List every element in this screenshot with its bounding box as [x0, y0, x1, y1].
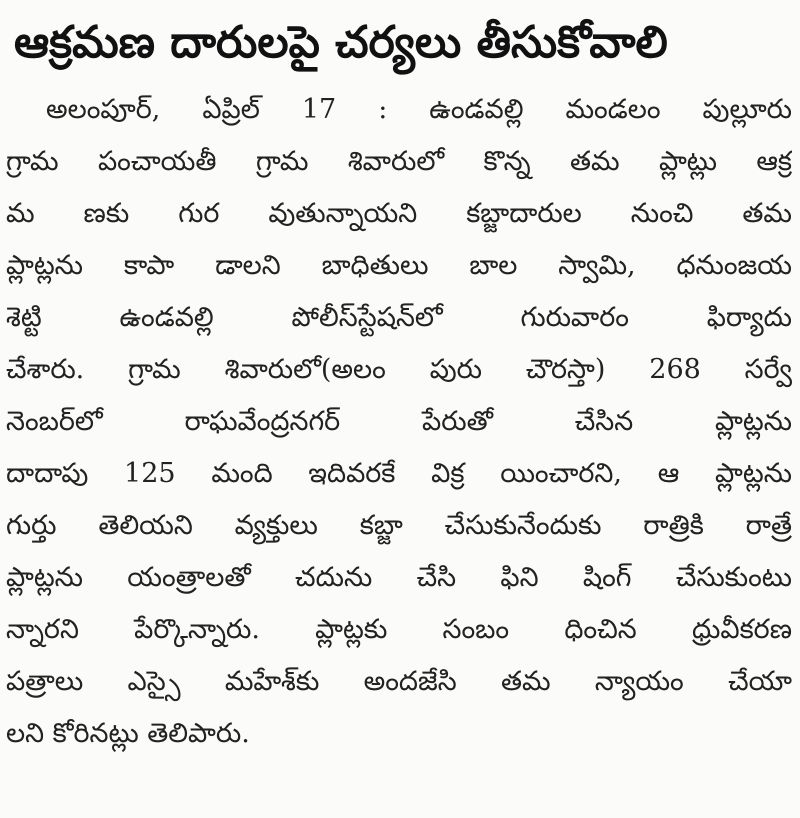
article-line: చేశారు. గ్రామ శివారులో(అలం పురు చౌరస్తా) 268 సర్వే — [6, 354, 792, 385]
article-line: ప్లాట్లను కాపా డాలని బాధితులు బాల స్వామి, ధనుంజయ — [6, 250, 792, 281]
article-line: ప్లాట్లను యంత్రాలతో చదును చేసి ఫిని షింగ్ చేసుకుంటు — [6, 562, 792, 593]
article-line: దాదాపు 125 మంది ఇదివరకే విక్ర యించారని, ఆ ప్లాట్లను — [6, 458, 792, 489]
article-body — [6, 84, 792, 760]
article-line: అలంపూర్, ఏప్రిల్ 17 : ఉండవల్లి మండలం పుల్లూరు — [46, 94, 792, 125]
article-line: శెట్టి ఉండవల్లి పోలీస్‌స్టేషన్‌లో గురువారం ఫిర్యాదు — [6, 302, 792, 333]
article-line: మ ణకు గుర వుతున్నాయని కబ్జాదారుల నుంచి తమ — [6, 198, 792, 229]
article-line: నెంబర్‌లో రాఘవేంద్రనగర్ పేరుతో చేసిన ప్లాట్లను — [6, 406, 792, 437]
article-headline: ఆక్రమణ దారులపై చర్యలు తీసుకోవాలి — [14, 17, 668, 68]
article-line: గుర్తు తెలియని వ్యక్తులు కబ్జా చేసుకునేందుకు రాత్రికి రాత్రే — [6, 510, 792, 541]
article-line-last: లని కోరినట్లు తెలిపారు. — [6, 718, 250, 749]
article-line: గ్రామ పంచాయతీ గ్రామ శివారులో కొన్న తమ ప్లాట్లు ఆక్ర — [6, 146, 792, 177]
article-line: పత్రాలు ఎస్సై మహేశ్‌కు అందజేసి తమ న్యాయం చేయా — [6, 666, 792, 697]
article-line: న్నారని పేర్కొన్నారు. ప్లాట్లకు సంబం ధించిన ధ్రువీకరణ — [6, 614, 792, 645]
